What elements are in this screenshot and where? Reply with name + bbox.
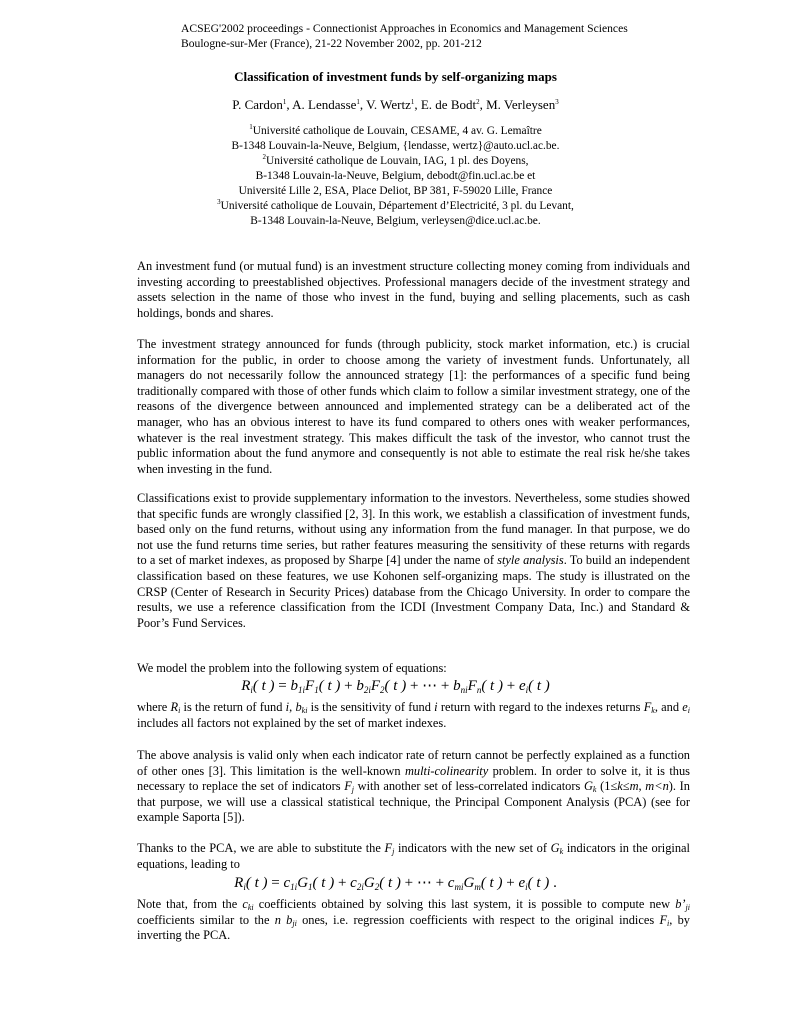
paragraph-multicolinearity: The above analysis is valid only when each indicator rate of return cannot be perfectly explained as a function of other ones [3]. This limitation is the well-known multi-colinearity problem. In order to solve it, it is thus necessary to replace the set of indicators $F_j$ with another set of less-correlated indicators $G_k$ (1≤k≤m, m<n). In that purpose, we will use a classical statistical technique, the Principal Component Analysis (PCA) (see for example Saporta [5]). xyxy=(137,748,690,825)
paragraph-pca: Thanks to the PCA, we are able to substitute the $F_j$ indicators with the new set of $G_k$ indicators in the original equations, leading to xyxy=(137,841,690,871)
header-line-1: ACSEG'2002 proceedings - Connectionist Approaches in Economics and Management Sciences xyxy=(181,22,628,35)
affiliation-line: B-1348 Louvain-la-Neuve, Belgium, {lendasse, wertz}@auto.ucl.ac.be. xyxy=(231,140,560,152)
author: M. Verleysen$^3$ xyxy=(486,97,559,112)
affiliations xyxy=(0,124,791,229)
paragraph-where: where $R_i$ is the return of fund i, $b_{ki}$ is the sensitivity of fund i return with regard to the indexes returns $F_k$, and $e_i$ includes all factors not explained by the set of market indexes. xyxy=(137,700,690,730)
affiliation-line: B-1348 Louvain-la-Neuve, Belgium, debodt@fin.ucl.ac.be et xyxy=(255,170,536,182)
paragraph-intro: An investment fund (or mutual fund) is an investment structure collecting money coming from individuals and investing according to preestablished objectives. Professional managers decide of the investment strategy and assets selection in the name of those who invest in the fund, buying and selling placements, such as cash holdings, bonds and shares. xyxy=(137,259,690,320)
header-line-2: Boulogne-sur-Mer (France), 21-22 November 2002, pp. 201-212 xyxy=(181,37,482,50)
author: P. Cardon$^1$, xyxy=(232,97,293,112)
paper-title: Classification of investment funds by self-organizing maps xyxy=(234,69,557,84)
paragraph-strategy: The investment strategy announced for funds (through publicity, stock market information, etc.) is crucial information for the public, in order to choose among the variety of investment funds. Unfortunately, all managers do not necessarily follow the announced strategy [1]: the performances of a specific fund being traditionally compared with those of other funds which claim to follow a similar investment strategy, one of the reasons of the divergence between announced and implemented strategy can be a deliberated act of the manager, who has an obvious interest to have its fund compared to others ones with weaker performances, whatever is the real investment strategy. This makes difficult the task of the investor, who cannot trust the public information about the fund anymore and consequently is not able to estimate the real risk he/she takes when investing in the fund. xyxy=(137,337,690,476)
author: E. de Bodt$^2$, xyxy=(420,97,487,112)
affiliation-line: Université Lille 2, ESA, Place Deliot, BP 381, F-59020 Lille, France xyxy=(238,185,553,197)
affiliation-line: $^3$Université catholique de Louvain, Département d’Electricité, 3 pl. du Levant, xyxy=(217,198,574,212)
paragraph-note: Note that, from the $c_{ki}$ coefficients obtained by solving this last system, it is possible to compute new $b’_{ji}$ coefficients similar to the n $b_{ji}$ ones, i.e. regression coefficients with respect to the original indices $F_i$, by inverting the PCA. xyxy=(137,897,690,943)
author-list xyxy=(0,97,791,113)
paragraph-model-intro: We model the problem into the following system of equations: xyxy=(137,661,447,675)
paragraph-classifications: Classifications exist to provide supplementary information to the investors. Nevertheless, some studies showed that specific funds are wrongly classified [2, 3]. In this work, we establish a classification of investment funds, based only on the fund returns, without using any information from the fund manager. In that purpose, we do not use the fund returns time series, but rather features measuring the sensitivity of these returns with regards to a set of market indexes, as proposed by Sharpe [4] under the name of style analysis. To build an independent classification based on these features, we use Kohonen self-organizing maps. The study is illustrated on the CRSP (Center of Research in Security Prices) database from the Chicago University. In order to compare the results, we use a reference classification from the ICDI (Investment Company Data, Inc.) and Standard & Poor’s Fund Services. xyxy=(137,491,691,630)
running-header xyxy=(181,21,628,51)
author: A. Lendasse$^1$, xyxy=(292,97,367,112)
affiliation-line: $^1$Université catholique de Louvain, CESAME, 4 av. G. Lemaître xyxy=(249,123,542,137)
affiliation-line: B-1348 Louvain-la-Neuve, Belgium, verleysen@dice.ucl.ac.be. xyxy=(250,215,541,227)
equation-2: $R_i$( t ) = $c_{1i}G_1$( t ) + $c_{2i}G_2$( t ) + ⋯ + $c_{mi}G_m$( t ) + $e_i$( t ) . xyxy=(234,875,557,892)
author: V. Wertz$^1$, xyxy=(366,97,421,112)
affiliation-line: $^2$Université catholique de Louvain, IAG, 1 pl. des Doyens, xyxy=(262,153,529,167)
equation-1: $R_i$( t ) = $b_{1i}F_1$( t ) + $b_{2i}F_2$( t ) + ⋯ + $b_{ni}F_n$( t ) + $e_i$( t ) xyxy=(241,678,550,695)
